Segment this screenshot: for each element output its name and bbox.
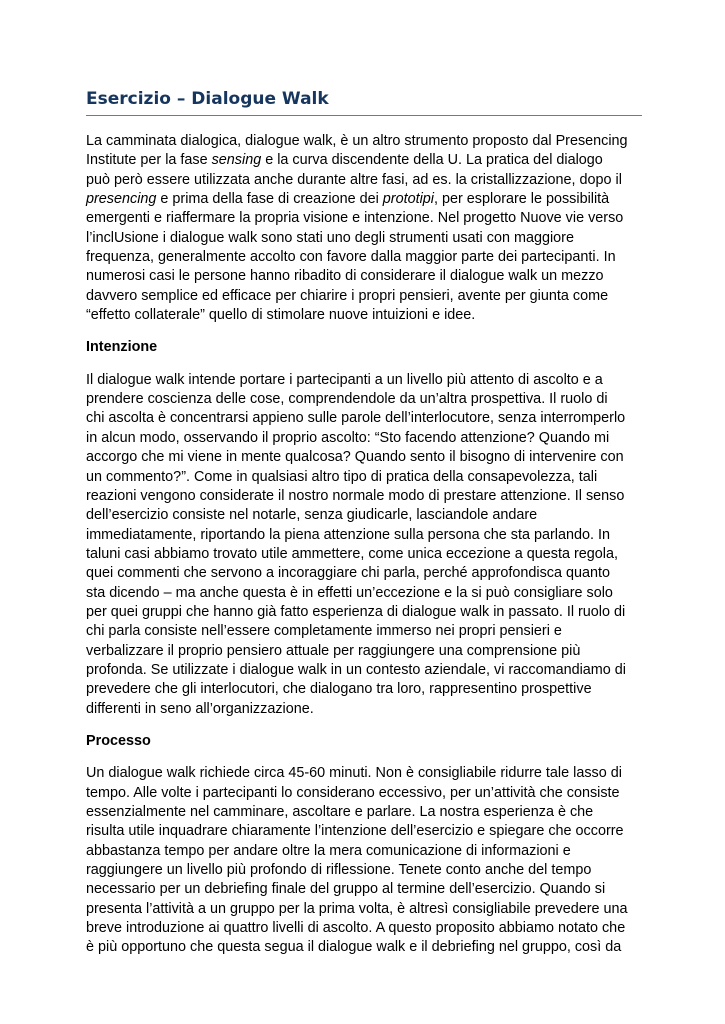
text-segment: accorgo che mi viene in mente qualcosa? Quando sento il bisogno di intervenire con [86,449,624,466]
text-line [86,190,642,209]
text-line [86,661,642,680]
text-segment: sta dicendo – ma anche questa è in effetti un’eccezione e la si può consigliare solo [86,584,613,601]
text-segment: differenti in seno all’organizzazione. [86,700,314,717]
text-segment: profonda. Se utilizzate i dialogue walk in un contesto aziendale, vi raccomandiamo di [86,661,626,678]
text-line [86,448,642,467]
text-segment: verbalizzare il proprio pensiero attuale per raggiungere una comprensione più [86,642,581,659]
text-segment: “effetto collaterale” quello di stimolare nuove intuizioni e idee. [86,307,476,324]
text-segment: chi ascolta è concentrarsi appieno sulle parole dell’interlocutore, senza interromperlo [86,410,626,427]
text-line [86,622,642,641]
text-line [86,564,642,583]
paragraph [86,764,642,957]
text-segment: presenta l’attività a un gruppo per la prima volta, è altresì consigliabile prevedere una [86,900,628,917]
text-segment: tempo. Alle volte i partecipanti lo considerano eccessivo, per un’attività che consiste [86,784,620,801]
text-segment: e prima della fase di creazione dei [156,191,383,208]
text-segment: prendere coscienza delle cose, comprendendole da un’altra prospettiva. Il ruolo di [86,391,608,408]
italic-term: presencing [86,191,157,208]
text-segment: davvero semplice ed efficace per chiarire i propri pensieri, avente per giunta come [86,287,609,304]
text-line [86,151,642,170]
text-line [86,248,642,267]
text-line [86,700,642,719]
text-line [86,526,642,545]
text-segment: prevedere che gli interlocutori, che dialogano tra loro, rappresentino prospettive [86,681,592,698]
text-line [86,545,642,564]
document-title: Esercizio – Dialogue Walk [86,88,642,116]
text-line [86,287,642,306]
text-segment: risulta utile inquadrare chiaramente l’intenzione dell’esercizio e spiegare che occorre [86,823,624,840]
text-line [86,132,642,151]
text-segment: necessario per un debriefing finale del gruppo al termine dell’esercizio. Quando si [86,881,606,898]
paragraph-spacer [86,719,642,732]
paragraph-spacer [86,358,642,371]
text-segment: in alcun modo, osservando il proprio ascolto: “Sto facendo attenzione? Quando mi [86,429,610,446]
text-segment: un commento?”. Come in qualsiasi altro tipo di pratica della consapevolezza, tali [86,468,598,485]
text-segment: abbastanza tempo per andare oltre la mera comunicazione di informazioni e [86,842,571,859]
text-segment: e la curva discendente della U. La pratica del dialogo [261,152,603,169]
text-segment: immediatamente, riportando la piena attenzione sulla persona che sta parlando. In [86,526,610,543]
paragraph [86,371,642,719]
text-line [86,919,642,938]
section-heading: Processo [86,732,151,749]
text-segment: è più opportuno che questa segua il dialogue walk e il debriefing nel gruppo, così da [86,939,622,956]
text-segment: chi parla consiste nell’essere completamente immerso nei propri pensieri e [86,623,562,640]
text-segment: numerosi casi le persone hanno ribadito di considerare il dialogue walk un mezzo [86,268,604,285]
text-line [86,784,642,803]
text-line [86,229,642,248]
text-segment: emergenti e riaffermare la propria visione e intenzione. Nel progetto Nuove vie verso [86,210,624,227]
text-segment: essenzialmente nel camminare, ascoltare e parlare. La nostra esperienza è che [86,804,594,820]
text-segment: dell’esercizio consiste nel notarle, senza giudicarle, lasciandole andare [86,507,538,524]
italic-term: prototipi [382,191,434,208]
text-line [86,680,642,699]
document-body [86,132,642,958]
text-line [86,371,642,390]
text-line [86,642,642,661]
text-segment: Institute per la fase [86,152,212,169]
text-line [86,880,642,899]
text-segment: può però essere utilizzata anche durante altre fasi, ad es. la cristallizzazione, dopo il [86,171,622,188]
text-segment: raggiungere un livello più profondo di riflessione. Tenete conto anche del tempo [86,862,592,879]
text-line [86,409,642,428]
text-segment: breve introduzione ai quattro livelli di ascolto. A questo proposito abbiamo notato che [86,920,626,937]
text-segment: l’inclUsione i dialogue walk sono stati uno degli strumenti usati con maggiore [86,229,574,246]
text-line [86,267,642,286]
text-segment: Un dialogue walk richiede circa 45-60 minuti. Non è consigliabile ridurre tale lasso di [86,765,622,782]
text-line [86,861,642,880]
text-segment: taluni casi abbiamo trovato utile ammettere, come unica eccezione a questa regola, [86,545,618,562]
text-segment: frequenza, generalmente accolto con favore dalla maggior parte dei partecipanti. In [86,249,616,266]
italic-term: sensing [211,152,262,169]
text-line [86,487,642,506]
text-line [86,506,642,525]
text-segment: quei commenti che servono a incoraggiare chi parla, perché approfondisca quanto [86,565,610,582]
text-line [86,171,642,190]
text-line [86,938,642,957]
text-segment: reazioni vengono considerate il nostro normale modo di prestare attenzione. Il senso [86,487,625,504]
text-line [86,390,642,409]
text-line [86,209,642,228]
text-line [86,584,642,603]
text-line [86,603,642,622]
text-line [86,803,642,822]
text-line [86,429,642,448]
section-heading: Intenzione [86,339,158,356]
text-line [86,842,642,861]
paragraph [86,132,642,325]
text-segment: , per esplorare le possibilità [434,191,610,208]
text-segment: Il dialogue walk intende portare i partecipanti a un livello più attento di ascolto e a [86,371,603,388]
text-segment: per quei gruppi che hanno già fatto esperienza di dialogue walk in passato. Il ruolo di [86,603,626,620]
paragraph-spacer [86,751,642,764]
text-line [86,468,642,487]
text-line [86,822,642,841]
text-line [86,900,642,919]
text-line [86,764,642,783]
text-line [86,306,642,325]
text-segment: La camminata dialogica, dialogue walk, è un altro strumento proposto dal Presencing [86,133,628,149]
paragraph-spacer [86,325,642,338]
